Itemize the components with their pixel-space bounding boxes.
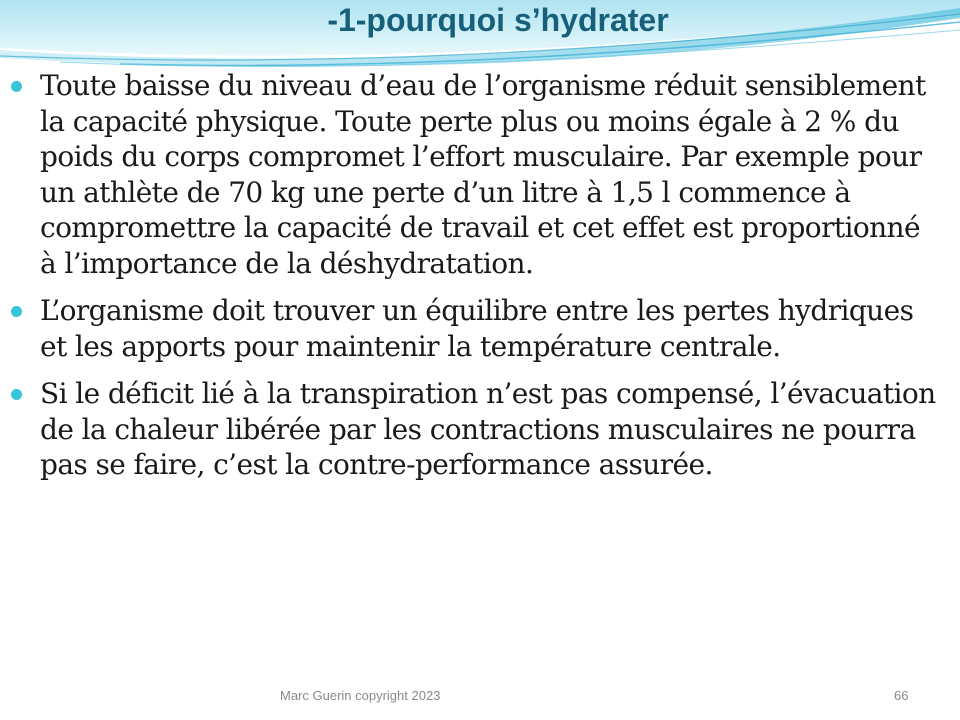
slide-title: -1-pourquoi s’hydrater <box>327 2 669 38</box>
bullet-text: L’organisme doit trouver un équilibre entre les pertes hydriques et les apports pour maintenir la température centrale. <box>40 294 914 363</box>
bullet-item <box>0 68 960 281</box>
bullet-list <box>0 68 960 495</box>
bullet-dot-icon <box>11 306 22 317</box>
bullet-text: Toute baisse du niveau d’eau de l’organisme réduit sensiblement la capacité physique. Toute perte plus ou moins égale à 2 % du poids du corps compromet l’effort musculaire. Par exemple pour un athlète de 70 kg une perte d’un litre à 1,5 l commence à compromettre la capacité de travail et cet effet est proportionné à l’importance de la déshydratation. <box>40 69 926 280</box>
bullet-item <box>0 293 960 364</box>
bullet-dot-icon <box>11 389 22 400</box>
page-number: 66 <box>894 688 909 703</box>
bullet-item <box>0 376 960 483</box>
bullet-dot-icon <box>11 81 22 92</box>
footer-copyright: Marc Guerin copyright 2023 <box>280 688 441 703</box>
bullet-text: Si le déficit lié à la transpiration n’est pas compensé, l’évacuation de la chaleur libérée par les contractions musculaires ne pourra pas se faire, c’est la contre-performance assurée. <box>40 377 936 481</box>
